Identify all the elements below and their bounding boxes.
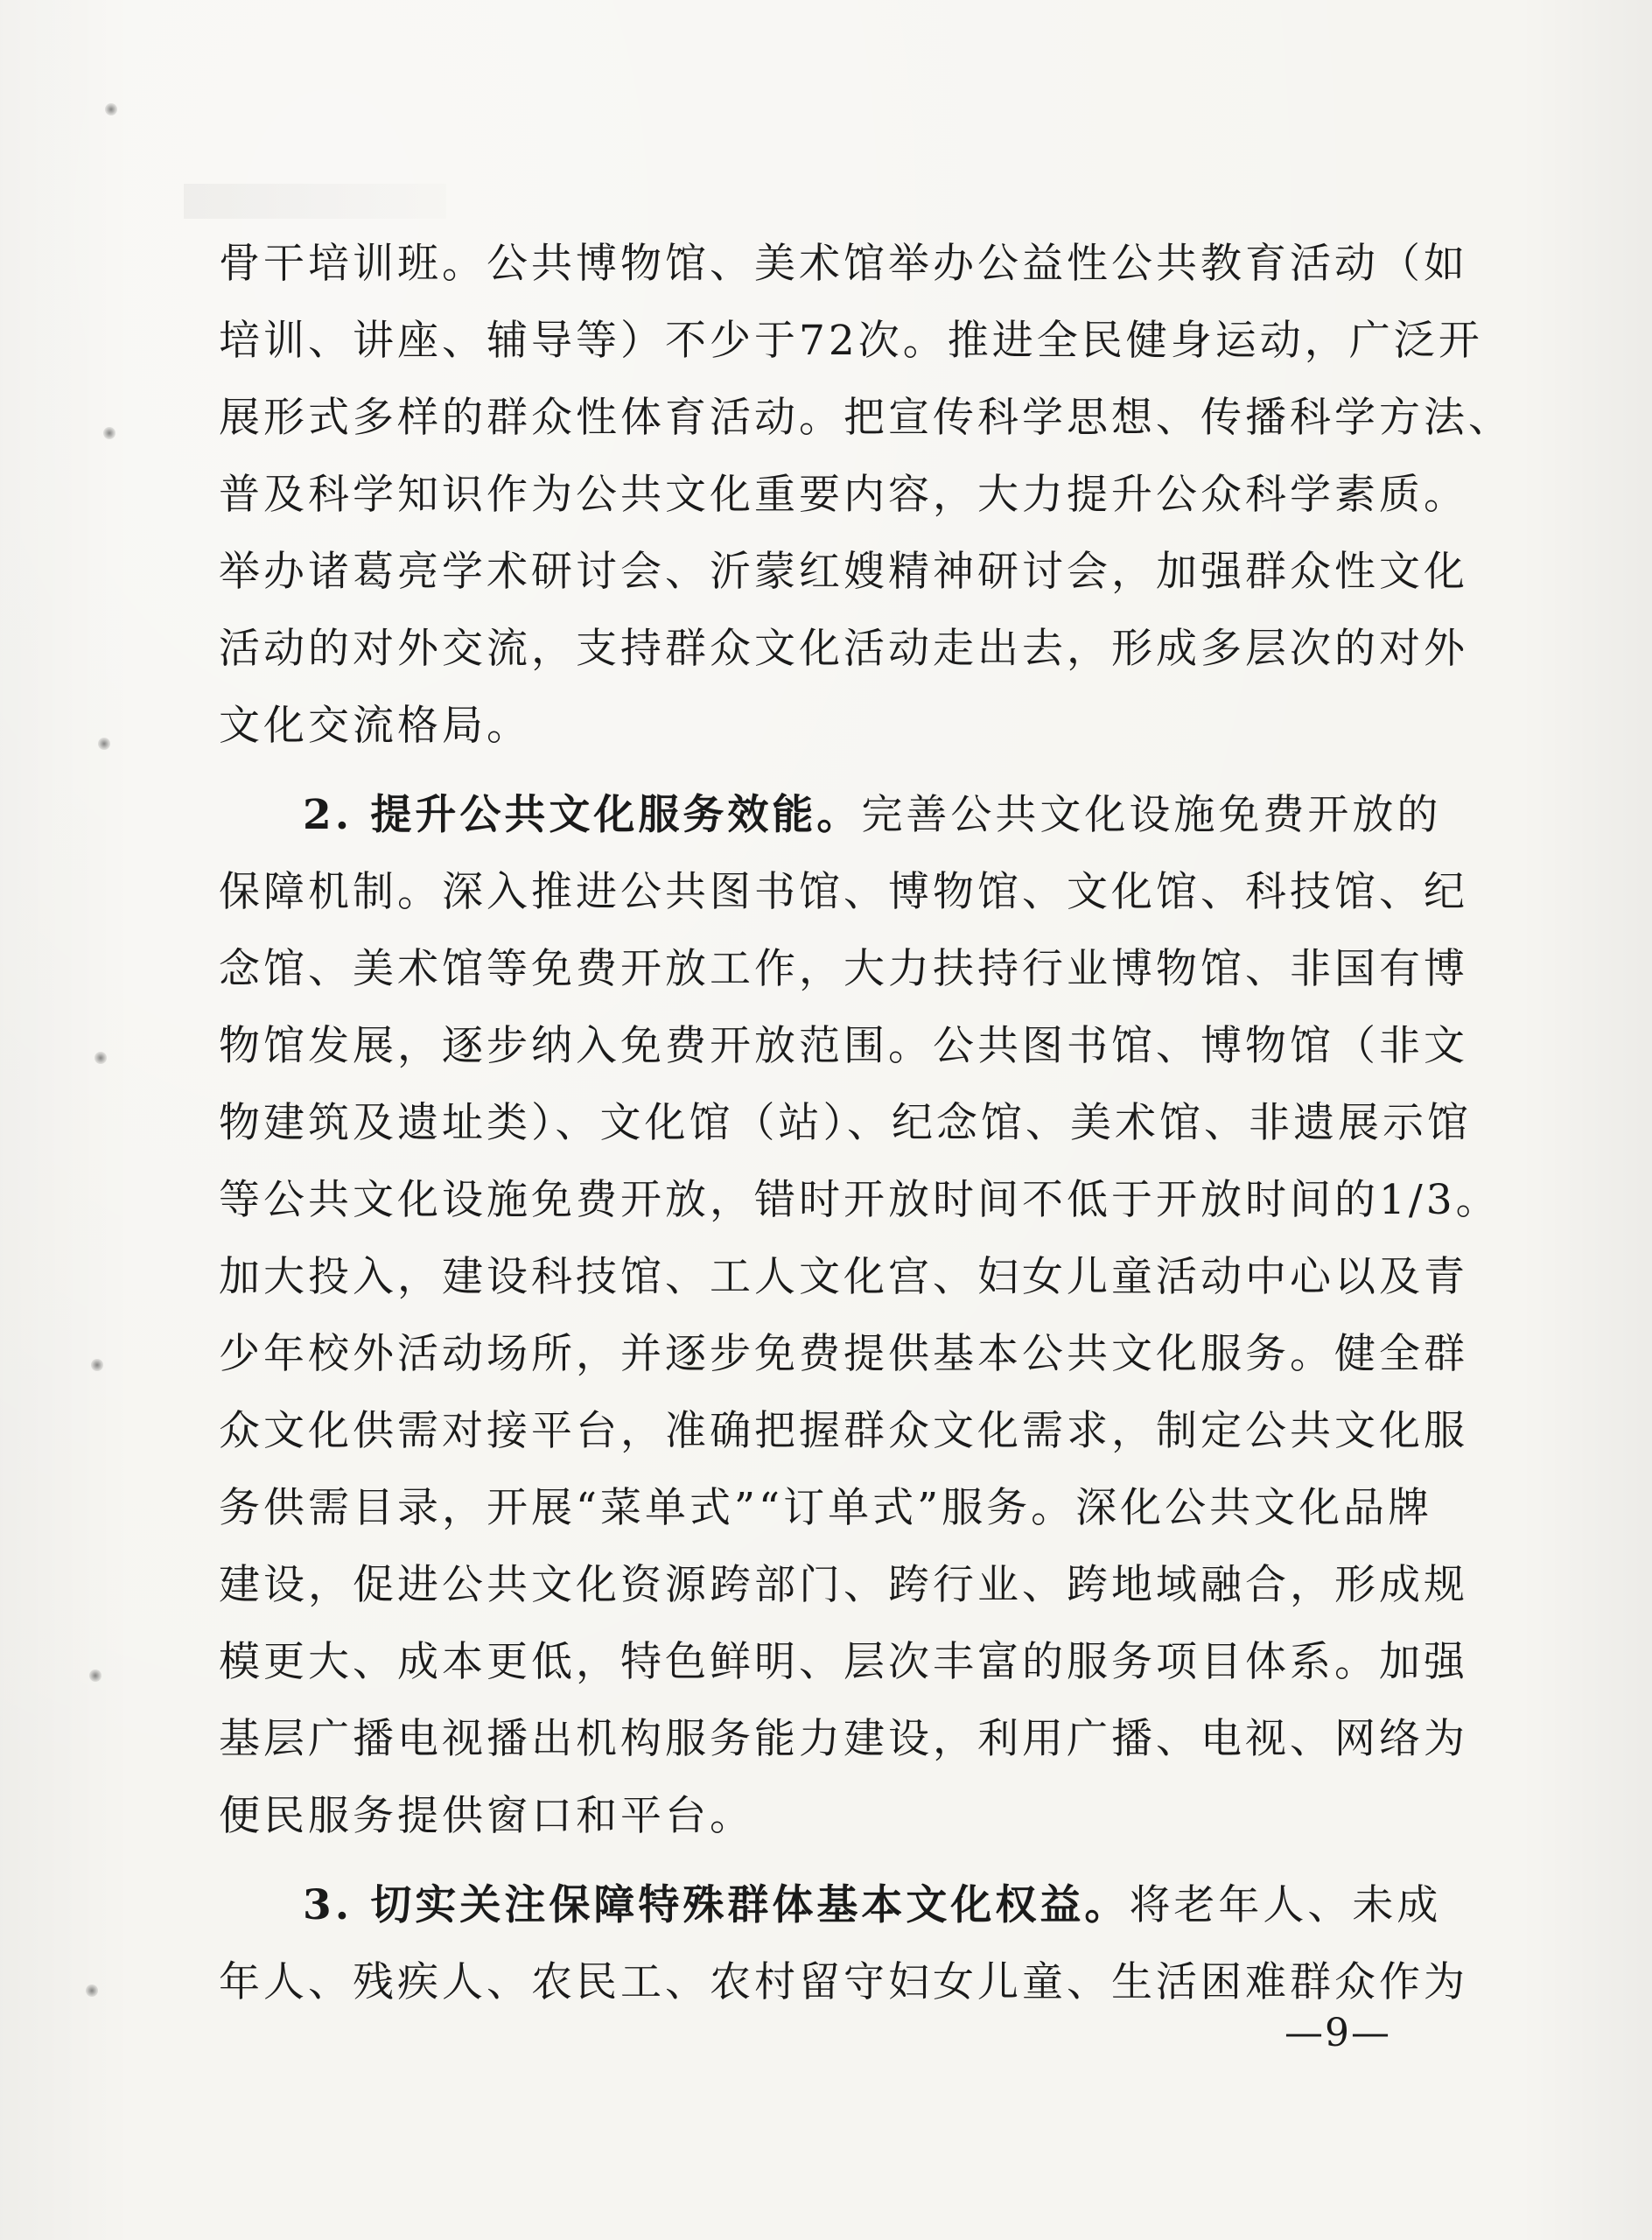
paragraph-line: 年人、残疾人、农民工、农村留守妇女儿童、生活困难群众作为 xyxy=(219,1958,1468,2006)
paragraph-line: 建设，促进公共文化资源跨部门、跨行业、跨地域融合，形成规 xyxy=(219,1561,1468,1609)
paragraph-line: 举办诸葛亮学术研讨会、沂蒙红嫂精神研讨会，加强群众性文化 xyxy=(219,548,1468,596)
binding-mark xyxy=(86,1984,98,1997)
paragraph-line: 文化交流格局。 xyxy=(219,702,531,750)
paragraph-line: 便民服务提供窗口和平台。 xyxy=(219,1792,754,1840)
section-heading: 3. 切实关注保障特殊群体基本文化权益。 xyxy=(303,1881,1130,1929)
paragraph-line-rest: 完善公共文化设施免费开放的 xyxy=(861,791,1442,839)
paragraph-line: 务供需目录，开展“菜单式”“订单式”服务。深化公共文化品牌 xyxy=(219,1484,1433,1532)
paragraph-line-rest: 将老年人、未成 xyxy=(1129,1881,1442,1929)
section-heading: 2. 提升公共文化服务效能。 xyxy=(303,791,862,839)
paragraph-line: 保障机制。深入推进公共图书馆、博物馆、文化馆、科技馆、纪 xyxy=(219,868,1468,916)
bleed-through-mark xyxy=(184,184,446,219)
binding-mark xyxy=(91,1359,103,1371)
paragraph-line: 少年校外活动场所，并逐步免费提供基本公共文化服务。健全群 xyxy=(219,1330,1468,1378)
section-heading-line xyxy=(303,789,1441,842)
paragraph-line: 物馆发展，逐步纳入免费开放范围。公共图书馆、博物馆（非文 xyxy=(219,1022,1468,1070)
paragraph-line: 念馆、美术馆等免费开放工作，大力扶持行业博物馆、非国有博 xyxy=(219,945,1468,993)
binding-mark xyxy=(98,738,110,750)
binding-mark xyxy=(94,1052,107,1064)
section-heading-line xyxy=(303,1880,1441,1932)
paragraph-line: 骨干培训班。公共博物馆、美术馆举办公益性公共教育活动（如 xyxy=(219,240,1468,288)
binding-mark xyxy=(89,1670,102,1682)
paragraph-line: 物建筑及遗址类）、文化馆（站）、纪念馆、美术馆、非遗展示馆 xyxy=(219,1099,1472,1147)
paragraph-line: 培训、讲座、辅导等）不少于72次。推进全民健身运动，广泛开 xyxy=(219,317,1483,365)
paragraph-line: 展形式多样的群众性体育活动。把宣传科学思想、传播科学方法、 xyxy=(219,394,1513,442)
paragraph-line: 众文化供需对接平台，准确把握群众文化需求，制定公共文化服 xyxy=(219,1407,1468,1455)
binding-mark xyxy=(105,103,117,116)
paragraph-line: 模更大、成本更低，特色鲜明、层次丰富的服务项目体系。加强 xyxy=(219,1638,1468,1686)
paragraph-line: 基层广播电视播出机构服务能力建设，利用广播、电视、网络为 xyxy=(219,1715,1468,1763)
paragraph-line: 加大投入，建设科技馆、工人文化宫、妇女儿童活动中心以及青 xyxy=(219,1253,1468,1301)
paragraph-line: 等公共文化设施免费开放，错时开放时间不低于开放时间的1/3。 xyxy=(219,1176,1501,1224)
page-number: —9— xyxy=(1284,2011,1391,2055)
paragraph-line: 活动的对外交流，支持群众文化活动走出去，形成多层次的对外 xyxy=(219,625,1468,673)
paragraph-line: 普及科学知识作为公共文化重要内容，大力提升公众科学素质。 xyxy=(219,471,1468,519)
binding-mark xyxy=(103,427,116,439)
